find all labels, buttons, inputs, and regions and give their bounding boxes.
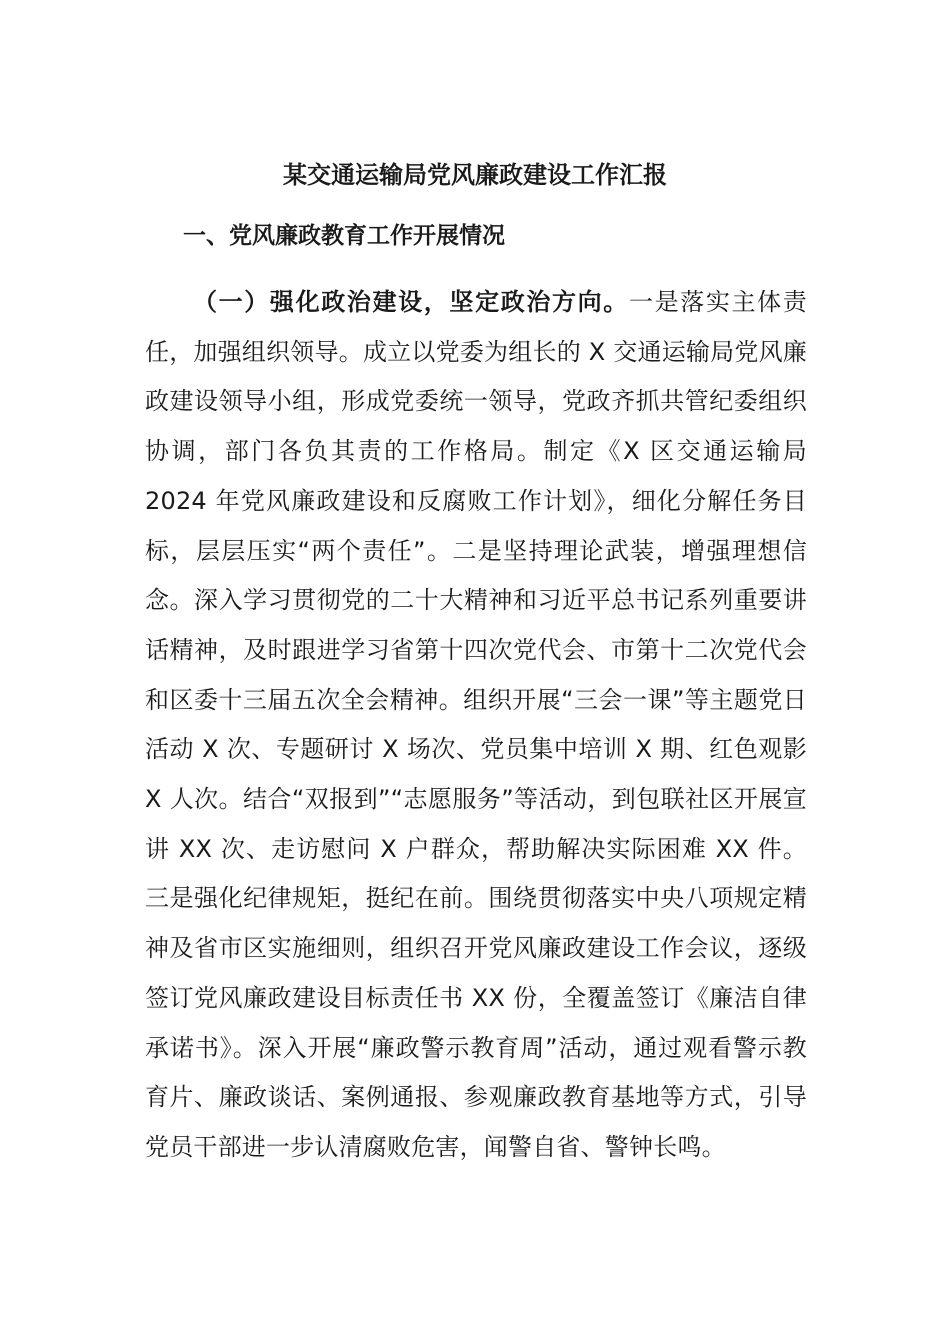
section-heading: 一、党风廉政教育工作开展情况 (183, 223, 505, 249)
paragraph-lead-heading: （一）强化政治建设，坚定政治方向。 (193, 288, 629, 316)
body-paragraph (145, 278, 807, 1173)
paragraph-text: 一是落实主体责任，加强组织领导。成立以党委为组长的 X 交通运输局党风廉政建设领导小组，形成党委统一领导，党政齐抓共管纪委组织协调，部门各负其责的工作格局。制定《X 区交通运输局 2024 年党风廉政建设和反腐败工作计划》，细化分解任务目标，层层压实“两个责任”。二是坚持理论武装，增强理想信念。深入学习贯彻党的二十大精神和习近平总书记系列重要讲话精神，及时跟进学习省第十四次党代会、市第十二次党代会和区委十三届五次全会精神。组织开展“三会一课”等主题党日活动 X 次、专题研讨 X 场次、党员集中培训 X 期、红色观影 X 人次。结合“双报到”“志愿服务”等活动，到包联社区开展宣讲 XX 次、走访慰问 X 户群众，帮助解决实际困难 XX 件。三是强化纪律规矩，挺纪在前。围绕贯彻落实中央八项规定精神及省市区实施细则，组织召开党风廉政建设工作会议，逐级签订党风廉政建设目标责任书 XX 份，全覆盖签订《廉洁自律承诺书》。深入开展“廉政警示教育周”活动，通过观看警示教育片、廉政谈话、案例通报、参观廉政教育基地等方式，引导党员干部进一步认清腐败危害，闻警自省、警钟长鸣。 (145, 288, 807, 1161)
document-title: 某交通运输局党风廉政建设工作汇报 (283, 161, 667, 189)
